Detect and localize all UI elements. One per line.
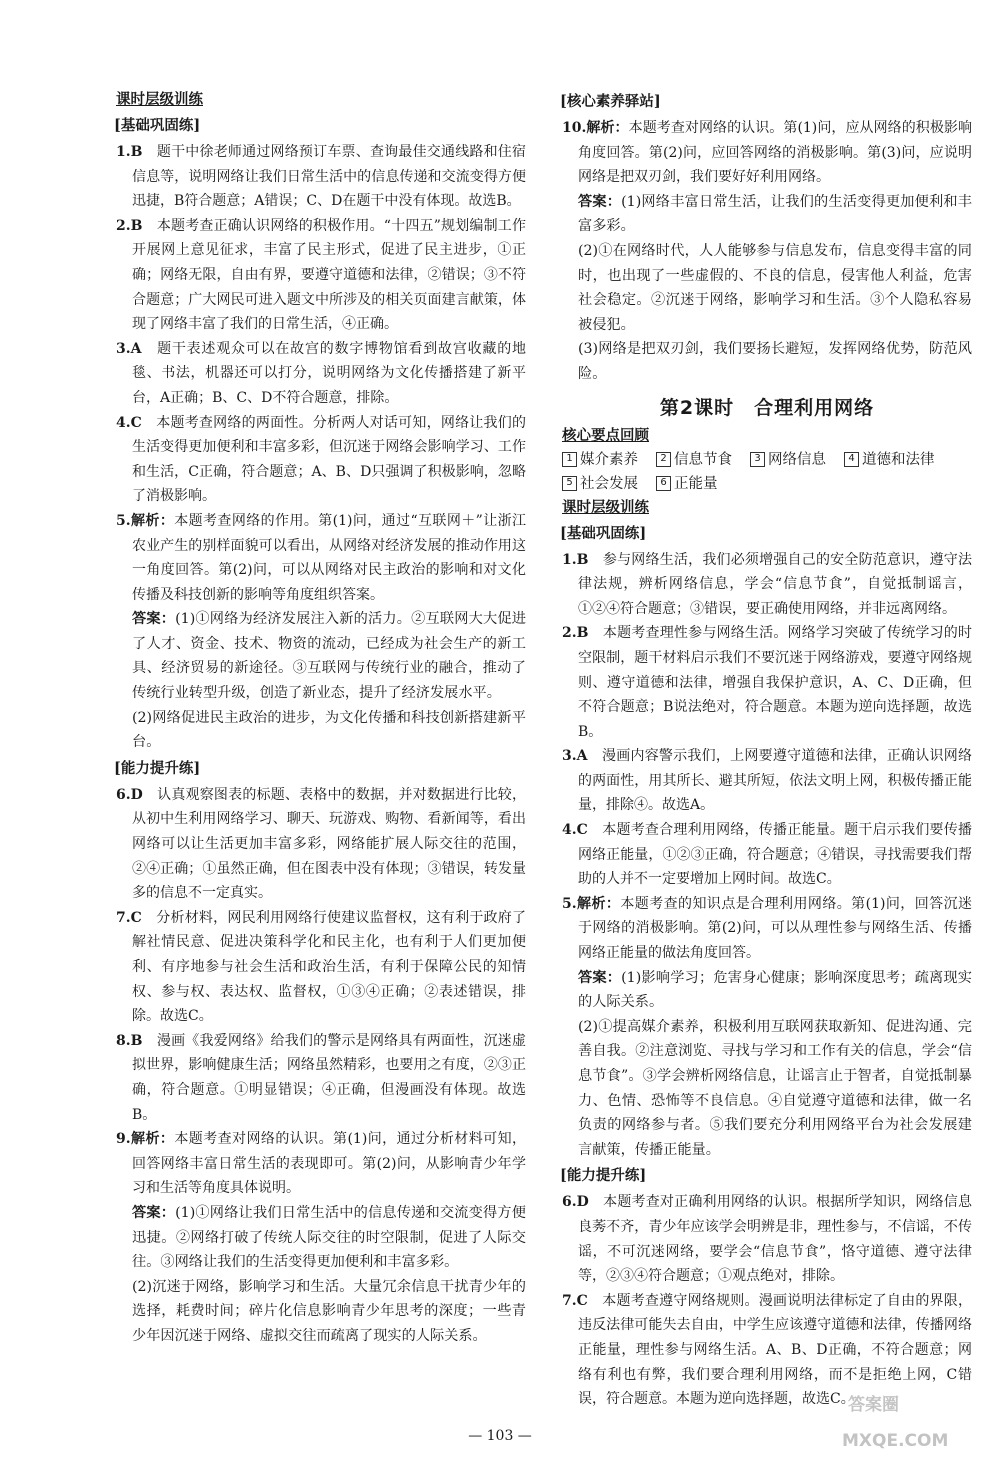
answer-block: (2)网络促进民主政治的进步，为文化传播和科技创新搭建新平台。 <box>132 709 526 751</box>
answer-block: 答案：(1)影响学习；危害身心健康；影响深度思考；疏离现实的人际关系。 <box>578 969 972 1011</box>
question-item: 3.A 题干表述观众可以在故宫的数字博物馆看到故宫收藏的地毯、书法，机器还可以打分，说明网络为文化传播搭建了新平台，A正确；B、C、D不符合题意，排除。 <box>116 340 526 406</box>
question-item: 5.解析：本题考查的知识点是合理利用网络。第(1)问，回答沉迷于网络的消极影响。第(2)问，可以从理性参与网络生活、传播网络正能量的做法角度回答。 <box>562 895 972 962</box>
question-item: 1.B 题干中徐老师通过网络预订车票、查询最佳交通线路和住宿信息等，说明网络让我们日常生活中的信息传递和交流变得方便迅捷，B符合题意；A错误；C、D在题干中没有体现。故选B。 <box>116 144 527 210</box>
left-column <box>116 88 526 1349</box>
answer-block: 答案：(1)①网络为经济发展注入新的活力。②互联网大大促进了人才、资金、技术、物资的流动，已经成为社会生产的新工具、经济贸易的新途径。③互联网与传统行业的融合，推动了传统行业转型升级，创造了新业态，提升了经济发展水平。 <box>132 611 526 702</box>
key-points <box>562 448 972 496</box>
right-column <box>562 88 972 1412</box>
answer-block: 答案：(1)①网络让我们日常生活中的信息传递和交流变得方便迅捷。②网络打破了传统人际交往的时空限制，促进了人际交往。③网络让我们的生活变得更加便利和丰富多彩。 <box>132 1204 526 1271</box>
watermark-cn: 答案圈 <box>848 1395 899 1415</box>
question-item: 1.B 参与网络生活，我们必须增强自己的安全防范意识，遵守法律法规，辨析网络信息，学会“信息节食”，自觉抵制谣言，①②④符合题意；③错误，要正确使用网络，并非远离网络。 <box>562 551 973 617</box>
question-item: 4.C 本题考查网络的两面性。分析两人对话可知，网络让我们的生活变得更加便利和丰富多彩，但沉迷于网络会影响学习、工作和生活，C正确，符合题意；A、B、D只强调了积极影响，忽略了消极影响。 <box>116 414 527 505</box>
answer-block: (3)网络是把双刃剑，我们要扬长避短，发挥网络优势，防范风险。 <box>578 341 972 382</box>
key-point: 4 道德和法律 <box>844 448 935 472</box>
watermark-logo <box>838 1380 978 1458</box>
question-item: 6.D 认真观察图表的标题、表格中的数据，并对数据进行比较，从初中生利用网络学习、聊天、玩游戏、购物、看新闻等，看出网络可以让生活更加丰富多彩，网络能扩展人际交往的范围，②④正确；①虽然正确，但在图表中没有体现；③错误，转发量多的信息不一定真实。 <box>116 786 527 902</box>
key-point: 3 网络信息 <box>750 448 826 472</box>
section-label: [核心素养驿站] <box>560 93 661 110</box>
question-item: 8.B 漫画《我爱网络》给我们的警示是网络具有两面性，沉迷虚拟世界，影响健康生活；网络虽然精彩，也要用之有度，②③正确，符合题意。①明显错误；④正确，但漫画没有体现。故选B。 <box>116 1032 527 1123</box>
watermark-url: MXQE.COM <box>842 1431 949 1451</box>
answer-block: (2)①提高媒介素养，积极利用互联网获取新知、促进沟通、完善自我。②注意浏览、寻找与学习和工作有关的信息，学会“信息节食”。③学会辨析网络信息，让谣言止于智者，自觉抵制暴力、色情、恐怖等不良信息。④自觉遵守道德和法律，做一名负责的网络参与者。⑤我们要充分利用网络平台为社会发展建言献策，传播正能量。 <box>578 1018 972 1158</box>
key-point: 5 社会发展 <box>562 472 638 496</box>
key-point: 2 信息节食 <box>656 448 732 472</box>
question-item: 2.B 本题考查正确认识网络的积极作用。“十四五”规划编制工作开展网上意见征求，丰富了民主形式，促进了民主进步，①正确；网络无限，自由有界，要遵守道德和法律，②错误；③不符合题意；广大网民可进入题文中所涉及的相关页面建言献策，体现了网络丰富了我们的日常生活，④正确。 <box>116 217 526 333</box>
section-label: [能力提升练] <box>114 759 201 777</box>
question-item: 6.D 本题考查对正确利用网络的认识。根据所学知识，网络信息良莠不齐，青少年应该学会明辨是非，理性参与，不信谣，不传谣，不可沉迷网络，要学会“信息节食”，恪守道德、遵守法律等，②③④符合题意；①观点绝对，排除。 <box>562 1194 973 1285</box>
question-item: 3.A 漫画内容警示我们，上网要遵守道德和法律，正确认识网络的两面性，用其所长、避其所短，依法文明上网，积极传播正能量，排除④。故选A。 <box>562 748 973 814</box>
section-heading: 核心要点回顾 <box>562 426 649 444</box>
section-heading: 课时层级训练 <box>562 498 649 516</box>
question-item: 7.C 本题考查遵守网络规则。漫画说明法律标定了自由的界限，违反法律可能失去自由，中学生应该遵守道德和法律，传播网络正能量，理性参与网络生活。A、B、D正确，不符合题意；网络有利也有弊，我们要合理利用网络，而不是拒绝上网，C错误，符合题意。本题为逆向选择题，故选C。 <box>562 1292 973 1408</box>
answer-block: (2)①在网络时代，人人能够参与信息发布，信息变得丰富的同时，也出现了一些虚假的、不良的信息，侵害他人利益，危害社会稳定。②沉迷于网络，影响学习和生活。③个人隐私容易被侵犯。 <box>578 242 972 333</box>
answer-block: 答案：(1)网络丰富日常生活，让我们的生活变得更加便利和丰富多彩。 <box>578 193 972 235</box>
answer-block: (2)沉迷于网络，影响学习和生活。大量冗余信息干扰青少年的选择，耗费时间；碎片化信息影响青少年思考的深度；一些青少年因沉迷于网络、虚拟交往而疏离了现实的人际关系。 <box>132 1278 526 1344</box>
question-item: 2.B 本题考查理性参与网络生活。网络学习突破了传统学习的时空限制，题干材料启示我们不要沉迷于网络游戏，要遵守网络规则、遵守道德和法律，增强自我保护意识，A、C、D正确，但不符合题意；B说法绝对，符合题意。本题为逆向选择题，故选B。 <box>562 625 973 740</box>
key-point: 6 正能量 <box>656 472 718 496</box>
lesson-title: 第2课时 合理利用网络 <box>659 396 875 419</box>
page-number: — 103 — <box>468 1428 532 1444</box>
question-item: 9.解析：本题考查对网络的认识。第(1)问，通过分析材料可知，回答网络丰富日常生活的表现即可。第(2)问，从影响青少年学习和生活等角度具体说明。 <box>116 1131 526 1197</box>
section-label: [基础巩固练] <box>560 524 647 542</box>
key-point: 1 媒介素养 <box>562 448 638 472</box>
question-item: 10.解析：本题考查对网络的认识。第(1)问，应从网络的积极影响角度回答。第(2)问，应回答网络的消极影响。第(3)问，应说明网络是把双刃剑，我们要好好利用网络。 <box>562 120 973 186</box>
question-item: 5.解析：本题考查网络的作用。第(1)问，通过“互联网＋”让浙江农业产生的别样面貌可以看出，从网络对经济发展的推动作用这一角度回答。第(2)问，可以从网络对民主政治的影响和对文化传播及科技创新的影响等角度组织答案。 <box>116 512 526 603</box>
question-item: 4.C 本题考查合理利用网络，传播正能量。题干启示我们要传播网络正能量，①②③正确，符合题意；④错误，寻找需要我们帮助的人并不一定要增加上网时间。故选C。 <box>562 822 973 888</box>
section-heading: 课时层级训练 <box>116 91 203 108</box>
question-item: 7.C 分析材料，网民利用网络行使建议监督权，这有利于政府了解社情民意、促进决策科学化和民主化，也有利于人们更加便利、有序地参与社会生活和政治生活，有利于保障公民的知情权、参与权、表达权、监督权，①③④正确；②表述错误，排除。故选C。 <box>116 909 527 1025</box>
section-label: [能力提升练] <box>560 1167 647 1185</box>
section-label: [基础巩固练] <box>114 117 201 134</box>
